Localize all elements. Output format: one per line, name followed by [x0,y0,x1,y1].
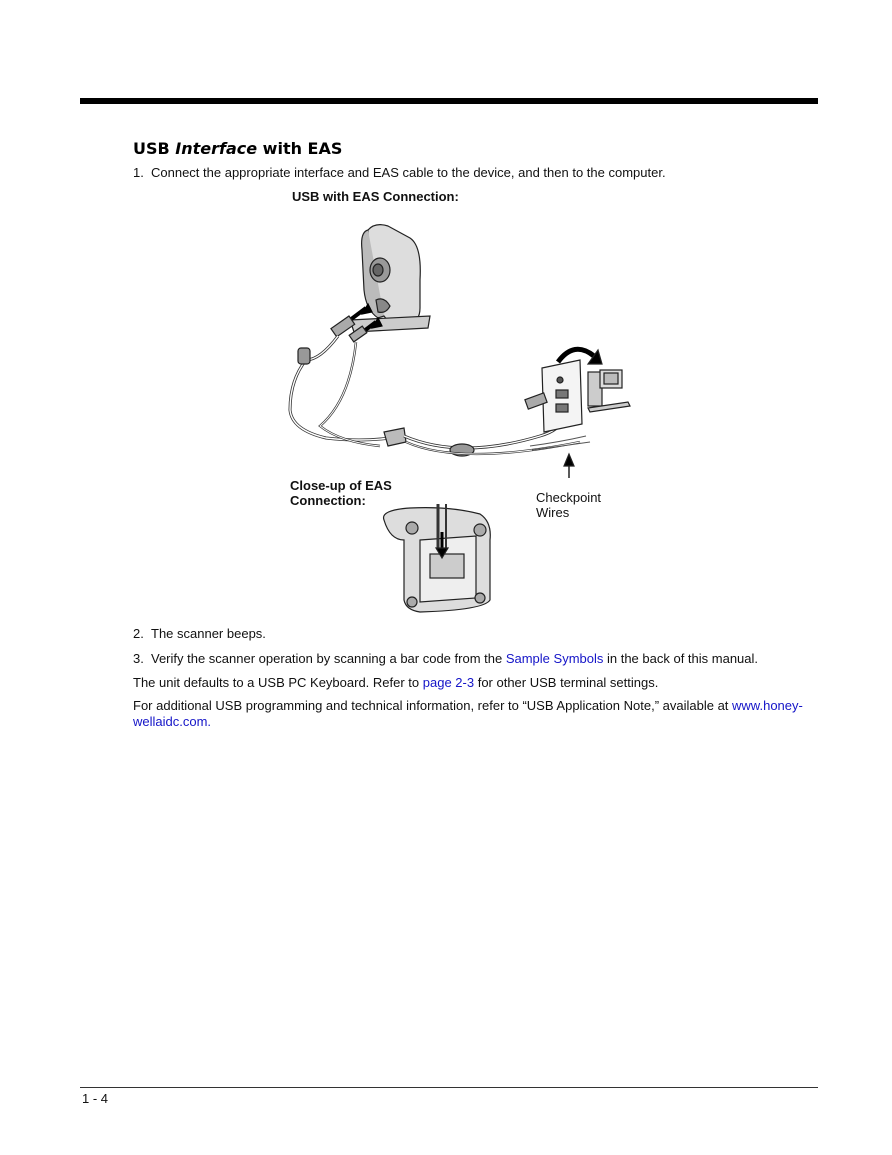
section-title: USB Interface with EAS [133,139,343,158]
computer-back-panel-illustration [525,360,582,432]
footer-rule [80,1087,818,1088]
step-number: 3. [133,651,144,666]
step-text: The scanner beeps. [151,626,266,641]
additional-info-paragraph: For additional USB programming and technical information, refer to “USB Application Note,” available at www.honey- wellaidc.com. [133,698,803,729]
step-text-after: in the back of this manual. [603,651,759,666]
honeywell-link-continued[interactable]: wellaidc.com. [133,714,212,729]
computer-illustration [588,370,630,412]
step-1 [133,165,666,180]
step-text: Connect the appropriate interface and EAS cable to the device, and then to the computer. [151,165,666,180]
figure-caption: USB with EAS Connection: [292,189,459,204]
honeywell-link[interactable]: www.honey- [732,698,803,713]
sample-symbols-link[interactable]: Sample Symbols [505,651,604,666]
step-text: Verify the scanner operation by scanning a bar code from the [151,651,506,666]
eas-closeup-illustration [384,504,491,612]
closeup-label: Close-up of EAS Connection: [290,478,392,508]
page-2-3-link[interactable]: page 2-3 [422,675,475,690]
step-number: 1. [133,165,144,180]
step-number: 2. [133,626,144,641]
scanner-device-illustration [350,225,430,332]
page-number: 1 - 4 [82,1091,109,1106]
header-rule [80,98,818,104]
defaults-paragraph: The unit defaults to a USB PC Keyboard. Refer to page 2-3 for other USB terminal settings. [133,675,659,690]
step-3 [133,651,758,666]
checkpoint-wires-label: Checkpoint Wires [536,490,602,520]
usb-eas-connection-illustration [280,210,640,620]
step-2 [133,626,266,641]
